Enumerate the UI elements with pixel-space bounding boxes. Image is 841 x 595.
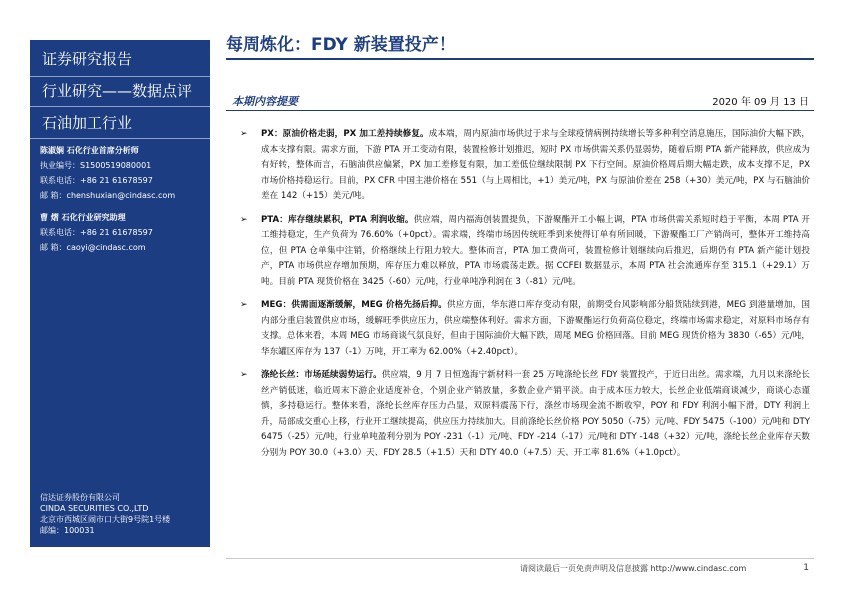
summary-list: [240, 127, 810, 469]
company-address: 北京市西城区闹市口大街9号院1号楼: [40, 515, 171, 524]
arrow-bullet-icon: ➢: [240, 129, 248, 139]
list-item-polyester-filament: [240, 368, 810, 461]
arrow-bullet-icon: ➢: [240, 214, 248, 225]
analyst-1-phone: 联系电话：+86 21 61678597: [40, 176, 153, 185]
section-divider: [226, 110, 814, 111]
analyst-1-name: 陈淑娴 石化行业首席分析师: [40, 146, 139, 155]
company-postcode: 邮编：100031: [40, 526, 95, 535]
item-body: 供应方面，华东港口库存变动有限，前期受台风影响部分船货陆续到港，MEG 到港量增加，国内部分重启装置供应市场，缓解旺季供应压力，供应端整体利好。需求方面，下游聚酯运行负荷高位稳定，终端市场需求稳定，对原料市场存有支撑。总体来看，本周 MEG 市场商谈气氛良好，但由于国际油价大幅下跌，周尾 MEG 价格回落。目前 MEG 现货价格为 3830（-65）元/吨，华东罐区库存为 137（-1）万吨，开工率为 62.00%（+2.40pct）。: [261, 300, 811, 357]
analyst-2-email: 邮 箱：caoyi@cindasc.com: [40, 243, 146, 252]
sidebar-divider: [30, 106, 210, 107]
item-lead: MEG：供需面逐渐缓解，MEG 价格先扬后抑。: [261, 300, 448, 310]
report-date: 2020 年 09 月 13 日: [712, 97, 809, 108]
industry-name: 石油加工行业: [42, 114, 133, 132]
list-item-px: [240, 127, 810, 205]
report-title: 每周炼化：FDY 新装置投产！: [226, 35, 456, 55]
analyst-1-email: 邮 箱：chenshuxian@cindasc.com: [40, 191, 176, 200]
analyst-2-phone: 联系电话：+86 21 61678597: [40, 228, 153, 237]
company-name-en: CINDA SECURITIES CO.,LTD: [40, 504, 149, 513]
sidebar: [30, 40, 210, 547]
item-lead: PTA：库存继续累积，PTA 利润收缩。: [261, 214, 414, 225]
company-name-cn: 信达证券股份有限公司: [40, 493, 120, 502]
company-info: [40, 492, 210, 536]
item-lead: 涤纶长丝：市场延续弱势运行。: [261, 370, 382, 380]
sidebar-divider: [30, 76, 210, 77]
analyst-2-name: 曹 熠 石化行业研究助理: [40, 213, 126, 222]
item-lead: PX：原油价格走弱，PX 加工差持续修复。: [261, 129, 429, 139]
list-item-pta: [240, 213, 810, 291]
header-divider: [226, 58, 814, 60]
footer-divider: [226, 558, 814, 559]
page-number: 1: [803, 563, 809, 573]
report-type: 证券研究报告: [42, 50, 133, 68]
analyst-1-license: 执业编号：S1500519080001: [40, 161, 152, 170]
sidebar-divider: [30, 138, 210, 139]
item-body: 供应端，9 月 7 日恒逸海宁新材料一套 25 万吨涤纶长丝 FDY 装置投产，于近日出丝。需求端，九月以来涤纶长丝产销低迷，临近周末下游企业适度补仓，个别企业产销放量，多数企业产销平淡。由于成本压力较大，长丝企业低端商谈减少，商谈心态谨慎，多持稳运行。整体来看，涤纶长丝库存压力凸显，双原料震荡下行，涤丝市场现金流不断收窄，POY 和 FDY 利润小幅下滑，DTY 利润上升，局部成交重心上移，行业开工继续提高，供应压力持续加大。目前涤纶长丝价格 POY 5050（-75）元/吨、FDY 5475（-100）元/吨和 DTY 6475（-25）元/吨，行业单吨盈利分别为 POY -231（-1）元/吨、FDY -214（-17）元/吨和 DTY -148（+32）元/吨，涤纶长丝企业库存天数分别为 POY 30.0（+3.0）天、FDY 28.5（+1.5）天和 DTY 40.0（+7.5）天、开工率 81.6%（+1.0pct）。: [261, 370, 810, 458]
analyst-2: [40, 210, 205, 255]
footer-disclaimer: 请阅读最后一页免责声明及信息披露 http://www.cindasc.com: [520, 564, 747, 573]
arrow-bullet-icon: ➢: [240, 300, 248, 310]
section-title: 本期内容提要: [232, 95, 298, 108]
item-body: 供应端，周内福海创装置提负，下游聚酯开工小幅上调，PTA 市场供需关系短时趋于平衡，本周 PTA 开工维持稳定，生产负荷为 76.60%（+0pct）。需求端，终端市场因传统旺季到来使得订单有所回暖，下游聚酯工厂产销尚可，整体开工维持高位，但 PTA 仓单集中注销，价格继续上行阻力较大。整体而言，PTA 加工费尚可，装置检修计划继续向后推迟，后期仍有 PTA 新产能计划投产，PTA 市场供应存增加预期，库存压力难以释放，PTA 市场震荡走跌。据 CCFEI 数据显示，本周 PTA 社会流通库存至 315.1（+29.1）万吨。目前 PTA 现货价格在 3425（-60）元/吨，行业单吨净利润在 3（-81）元/吨。: [261, 214, 811, 287]
item-body: 成本端，周内原油市场供过于求与全球疫情病例持续增长等多种利空消息施压，国际油价大幅下跌，成本支撑有限。需求方面，下游 PTA 开工变动有限，装置检修计划推迟，短时 PX 市场供需关系仍显弱势，随着后期 PTA 新产能释放，供应成为有好转，整体而言，石脑油供应偏紧，PX 加工差修复有限，加工差低位继续限制 PX 下行空间。原油价格周后期大幅走跌，成本支撑不足，PX 市场价格持稳运行。目前，PX CFR 中国主港价格在 551（与上周相比，+1）美元/吨，PX 与原油价差在 258（+30）美元/吨，PX 与石脑油价差在 142（+15）美元/吨。: [261, 129, 810, 201]
list-item-meg: [240, 298, 810, 360]
analyst-1: [40, 143, 205, 203]
arrow-bullet-icon: ➢: [240, 370, 248, 380]
report-category: 行业研究——数据点评: [42, 82, 193, 100]
